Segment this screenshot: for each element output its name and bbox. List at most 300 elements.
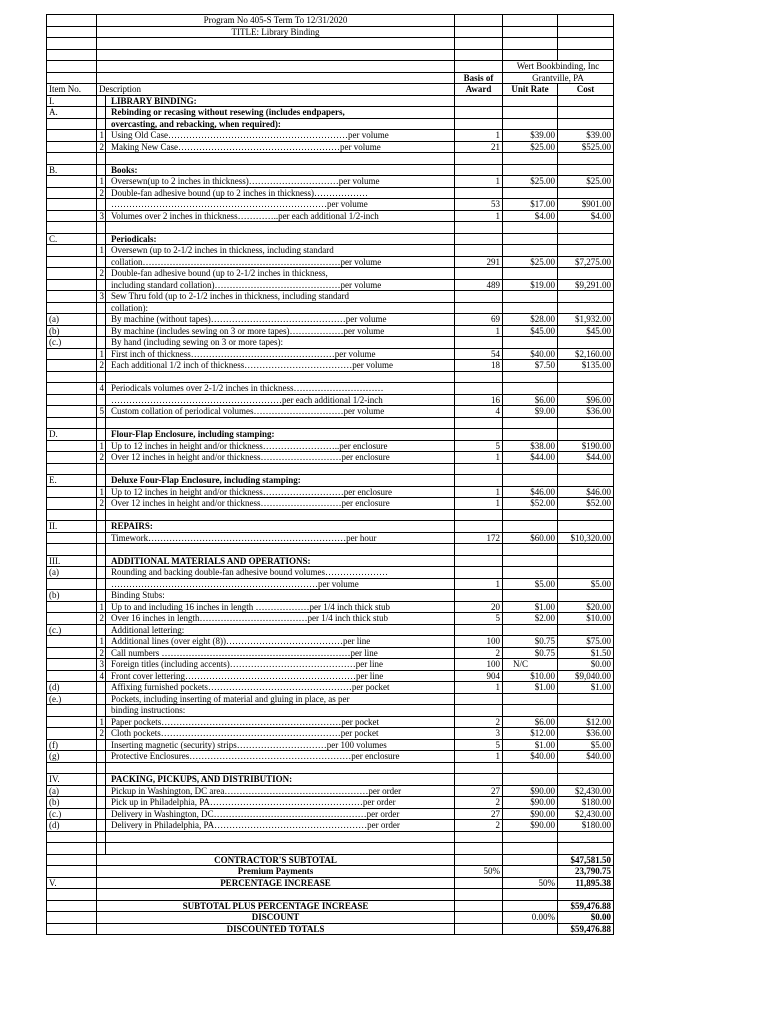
description-wrap xyxy=(97,602,454,613)
table-row xyxy=(47,164,614,176)
sub-item-number xyxy=(97,475,106,486)
unit-rate: $17.00 xyxy=(503,199,558,211)
basis-of-award xyxy=(455,417,503,429)
item-number xyxy=(47,256,97,268)
sub-item-number xyxy=(97,119,106,130)
sub-item-number xyxy=(97,809,106,820)
unit-rate: $46.00 xyxy=(503,486,558,498)
price-sheet xyxy=(46,14,613,935)
item-number xyxy=(47,762,97,774)
row-description xyxy=(97,176,455,188)
basis-of-award xyxy=(455,463,503,475)
description-wrap xyxy=(97,234,454,245)
sub-item-number xyxy=(97,786,106,797)
cost: $36.00 xyxy=(558,728,614,740)
description-wrap xyxy=(97,648,454,659)
cost: $12.00 xyxy=(558,716,614,728)
item-number: III. xyxy=(47,555,97,567)
row-description xyxy=(97,739,455,751)
row-description xyxy=(97,498,455,510)
item-number xyxy=(47,383,97,395)
sub-item-number xyxy=(97,774,106,785)
basis-of-award: 54 xyxy=(455,348,503,360)
item-no-header: Item No. xyxy=(47,84,97,96)
description-text: Additional lines (over eight (8))…………………………………per line xyxy=(111,636,371,646)
table-row xyxy=(47,429,614,441)
row-description xyxy=(97,164,455,176)
basis-of-award: 27 xyxy=(455,785,503,797)
row-description xyxy=(97,843,455,855)
item-number xyxy=(47,279,97,291)
unit-rate xyxy=(503,774,558,786)
basis-of-award xyxy=(455,923,503,935)
cost: $25.00 xyxy=(558,176,614,188)
cost: $190.00 xyxy=(558,440,614,452)
item-number xyxy=(47,647,97,659)
row-description xyxy=(97,578,455,590)
unit-rate xyxy=(503,118,558,130)
sub-item-number xyxy=(97,544,106,555)
description-wrap xyxy=(97,786,454,797)
table-row xyxy=(47,797,614,809)
description-wrap xyxy=(97,579,454,590)
basis-of-award xyxy=(455,302,503,314)
description-text: Call numbers ………………………………………………………per line xyxy=(111,647,378,658)
unit-rate: $9.00 xyxy=(503,406,558,418)
sub-item-number xyxy=(97,337,106,348)
cost: $96.00 xyxy=(558,394,614,406)
description-wrap xyxy=(97,245,454,256)
basis-of-award xyxy=(455,912,503,924)
description-text: Making New Case………………………………………………per volume xyxy=(111,141,381,152)
basis-of-award xyxy=(455,843,503,855)
unit-rate: $44.00 xyxy=(503,452,558,464)
row-description xyxy=(97,751,455,763)
item-number xyxy=(47,866,97,878)
sub-item-number xyxy=(97,280,106,291)
row-description xyxy=(97,613,455,625)
row-description xyxy=(97,590,455,602)
totals-label: DISCOUNT xyxy=(97,912,455,924)
cost xyxy=(558,291,614,303)
sub-item-number xyxy=(97,395,106,406)
description-wrap xyxy=(97,107,454,118)
cost xyxy=(558,187,614,199)
table-row xyxy=(47,210,614,222)
unit-rate: $6.00 xyxy=(503,716,558,728)
item-number xyxy=(47,245,97,257)
description-text: Sew Thru fold (up to 2-1/2 inches in thickness, including standard xyxy=(111,291,350,301)
unit-rate xyxy=(503,268,558,280)
description-wrap xyxy=(97,717,454,728)
row-description xyxy=(97,452,455,464)
totals-row xyxy=(47,877,614,889)
item-number: E. xyxy=(47,475,97,487)
description-text: LIBRARY BINDING: xyxy=(111,95,197,106)
unit-rate: $19.00 xyxy=(503,279,558,291)
row-description xyxy=(97,268,455,280)
cost: $7,275.00 xyxy=(558,256,614,268)
basis-of-award: 2 xyxy=(455,716,503,728)
item-number: A. xyxy=(47,107,97,119)
item-number xyxy=(47,222,97,234)
item-number xyxy=(47,394,97,406)
row-description xyxy=(97,647,455,659)
row-description xyxy=(97,659,455,671)
row-description xyxy=(97,130,455,142)
description-text: Delivery in Philadelphia, PA……………………………………………per order xyxy=(111,820,400,830)
unit-rate xyxy=(503,245,558,257)
table-row xyxy=(47,256,614,268)
table-row xyxy=(47,762,614,774)
unit-rate xyxy=(503,762,558,774)
cost xyxy=(558,889,614,901)
item-number xyxy=(47,532,97,544)
basis-of-award: 4 xyxy=(455,406,503,418)
unit-rate xyxy=(503,843,558,855)
description-wrap xyxy=(97,556,454,567)
basis-of-award: 1 xyxy=(455,578,503,590)
table-row xyxy=(47,555,614,567)
unit-rate: $90.00 xyxy=(503,808,558,820)
cost xyxy=(558,268,614,280)
description-wrap xyxy=(97,441,454,452)
item-number: (d) xyxy=(47,820,97,832)
table-row xyxy=(47,544,614,556)
table-row xyxy=(47,624,614,636)
unit-rate: 0.00% xyxy=(503,912,558,924)
table-row xyxy=(47,509,614,521)
description-text: Books: xyxy=(111,164,138,175)
description-wrap xyxy=(97,349,454,360)
row-description xyxy=(97,394,455,406)
sub-item-number: 1 xyxy=(97,441,106,452)
basis-of-award xyxy=(455,762,503,774)
sub-item-number: 2 xyxy=(97,452,106,463)
totals-row xyxy=(47,900,614,912)
unit-rate xyxy=(503,222,558,234)
sub-item-number xyxy=(97,222,106,233)
description-header: Description xyxy=(97,84,455,96)
row-description xyxy=(97,360,455,372)
description-text: Flour-Flap Enclosure, including stamping: xyxy=(111,429,275,439)
item-number xyxy=(47,199,97,211)
row-description xyxy=(97,475,455,487)
cost xyxy=(558,118,614,130)
basis-of-award xyxy=(455,107,503,119)
basis-of-award: 20 xyxy=(455,601,503,613)
description-wrap xyxy=(97,613,454,624)
sub-item-number: 1 xyxy=(97,487,106,498)
table-row xyxy=(47,843,614,855)
sub-item-number xyxy=(97,694,106,705)
cost: $2,430.00 xyxy=(558,808,614,820)
table-row xyxy=(47,705,614,717)
cost: $1,932.00 xyxy=(558,314,614,326)
unit-rate xyxy=(503,371,558,383)
blank-cell xyxy=(558,26,614,38)
description-text: Front cover lettering…………………………………………………per line xyxy=(111,670,384,681)
sub-item-number xyxy=(97,510,106,521)
table-row xyxy=(47,233,614,245)
row-description xyxy=(97,705,455,717)
basis-of-award xyxy=(455,222,503,234)
sub-item-number: 2 xyxy=(97,360,106,371)
sub-item-number: 2 xyxy=(97,268,106,279)
description-text: Oversewn (up to 2-1/2 inches in thickness, including standard xyxy=(111,245,334,255)
basis-of-award: 53 xyxy=(455,199,503,211)
row-description xyxy=(97,107,455,119)
row-description xyxy=(97,153,455,165)
basis-of-award: 3 xyxy=(455,728,503,740)
unit-rate xyxy=(503,889,558,901)
sub-item-number: 2 xyxy=(97,648,106,659)
blank-cell xyxy=(47,15,97,27)
item-number xyxy=(47,659,97,671)
cost xyxy=(558,843,614,855)
unit-rate xyxy=(503,475,558,487)
description-text: REPAIRS: xyxy=(111,521,153,531)
cost: $901.00 xyxy=(558,199,614,211)
description-text: binding instructions: xyxy=(111,705,186,715)
description-text: Oversewn(up to 2 inches in thickness)…………………………per volume xyxy=(111,176,380,186)
blank-cell xyxy=(503,26,558,38)
item-number xyxy=(47,716,97,728)
description-wrap xyxy=(97,797,454,808)
item-number xyxy=(47,406,97,418)
cost xyxy=(558,705,614,717)
table-row xyxy=(47,739,614,751)
item-number xyxy=(47,636,97,648)
description-wrap xyxy=(97,326,454,337)
basis-of-award: 69 xyxy=(455,314,503,326)
item-number: (b) xyxy=(47,325,97,337)
sub-item-number xyxy=(97,590,106,601)
row-description xyxy=(97,670,455,682)
item-number xyxy=(47,544,97,556)
cost xyxy=(558,417,614,429)
cost xyxy=(558,107,614,119)
table-row xyxy=(47,268,614,280)
item-number xyxy=(47,360,97,372)
description-wrap xyxy=(97,280,454,291)
description-wrap xyxy=(97,694,454,705)
sub-item-number: 2 xyxy=(97,142,106,153)
description-wrap xyxy=(97,452,454,463)
description-wrap xyxy=(97,268,454,279)
table-row xyxy=(47,808,614,820)
cost: $45.00 xyxy=(558,325,614,337)
row-description xyxy=(97,636,455,648)
description-wrap xyxy=(97,372,454,383)
cost xyxy=(558,624,614,636)
basis-of-award xyxy=(455,567,503,579)
cost: $75.00 xyxy=(558,636,614,648)
description-wrap xyxy=(97,119,454,130)
item-number: (f) xyxy=(47,739,97,751)
item-number xyxy=(47,843,97,855)
unit-rate xyxy=(503,233,558,245)
totals-row xyxy=(47,923,614,935)
description-wrap xyxy=(97,671,454,682)
basis-of-award xyxy=(455,693,503,705)
basis-of-award xyxy=(455,337,503,349)
cost: $180.00 xyxy=(558,820,614,832)
description-text: collation…………………………………………………………per volume xyxy=(111,256,382,267)
table-row xyxy=(47,406,614,418)
description-wrap xyxy=(97,705,454,716)
basis-of-award xyxy=(455,475,503,487)
basis-of-award xyxy=(455,521,503,533)
cost: 11,895.38 xyxy=(558,877,614,889)
description-text: Protective Enclosures………………………………………………per enclosure xyxy=(111,751,400,761)
row-description xyxy=(97,682,455,694)
description-text: Pickup in Washington, DC area…………………………………………per order xyxy=(111,785,402,796)
table-row xyxy=(47,279,614,291)
row-description xyxy=(97,624,455,636)
unit-rate: 50% xyxy=(503,877,558,889)
item-number xyxy=(47,509,97,521)
item-number xyxy=(47,912,97,924)
unit-rate: $90.00 xyxy=(503,785,558,797)
description-text: …………………………………………………per each additional 1/2-inch xyxy=(111,394,383,405)
table-row xyxy=(47,601,614,613)
sub-item-number xyxy=(97,326,106,337)
basis-of-award xyxy=(455,544,503,556)
description-text: ………………………………………………………………per volume xyxy=(111,199,368,209)
description-text: Periodicals: xyxy=(111,233,157,244)
table-row xyxy=(47,532,614,544)
unit-rate: $40.00 xyxy=(503,348,558,360)
row-description xyxy=(97,348,455,360)
table-row xyxy=(47,302,614,314)
basis-of-award: 100 xyxy=(455,636,503,648)
description-wrap xyxy=(97,383,454,394)
item-number: (c.) xyxy=(47,337,97,349)
unit-rate: $39.00 xyxy=(503,130,558,142)
row-description xyxy=(97,785,455,797)
row-description xyxy=(97,567,455,579)
row-description xyxy=(97,141,455,153)
unit-rate: $28.00 xyxy=(503,314,558,326)
sub-item-number xyxy=(97,533,106,544)
sub-item-number: 2 xyxy=(97,728,106,739)
description-text: By hand (including sewing on 3 or more tapes): xyxy=(111,337,283,347)
cost xyxy=(558,693,614,705)
row-description xyxy=(97,521,455,533)
table-row xyxy=(47,291,614,303)
unit-rate xyxy=(503,590,558,602)
table-row xyxy=(47,348,614,360)
item-number xyxy=(47,452,97,464)
cost xyxy=(558,544,614,556)
unit-rate xyxy=(503,831,558,843)
unit-rate: $60.00 xyxy=(503,532,558,544)
table-row xyxy=(47,463,614,475)
basis-of-award xyxy=(455,624,503,636)
item-number xyxy=(47,268,97,280)
sub-item-number xyxy=(97,429,106,440)
basis-of-award: 21 xyxy=(455,141,503,153)
table-row xyxy=(47,682,614,694)
basis-of-award: 2 xyxy=(455,647,503,659)
blank-cell xyxy=(455,26,503,38)
item-number: II. xyxy=(47,521,97,533)
description-text: PACKING, PICKUPS, AND DISTRIBUTION: xyxy=(111,774,293,784)
basis-header-line1: Basis of xyxy=(455,72,503,84)
item-number xyxy=(47,498,97,510)
unit-rate xyxy=(503,544,558,556)
description-text: Up to and including 16 inches in length ………………per 1/4 inch thick stub xyxy=(111,601,390,612)
item-number xyxy=(47,578,97,590)
description-text: Delivery in Washington, DC……………………………………………per order xyxy=(111,808,400,819)
basis-of-award xyxy=(455,268,503,280)
unit-rate: $25.00 xyxy=(503,176,558,188)
basis-of-award: 2 xyxy=(455,797,503,809)
description-wrap xyxy=(97,498,454,509)
basis-of-award: 291 xyxy=(455,256,503,268)
table-row xyxy=(47,486,614,498)
description-wrap xyxy=(97,211,454,222)
cost: $5.00 xyxy=(558,739,614,751)
unit-rate: $0.75 xyxy=(503,647,558,659)
totals-row xyxy=(47,866,614,878)
cost xyxy=(558,153,614,165)
basis-of-award: 1 xyxy=(455,176,503,188)
description-text: First inch of thickness…………………………………………per volume xyxy=(111,348,376,359)
cost: $135.00 xyxy=(558,360,614,372)
table-row xyxy=(47,613,614,625)
table-row xyxy=(47,670,614,682)
cost xyxy=(558,774,614,786)
sub-item-number xyxy=(97,751,106,762)
description-wrap xyxy=(97,188,454,199)
description-wrap xyxy=(97,832,454,843)
description-text: Volumes over 2 inches in thickness…………..per each additional 1/2-inch xyxy=(111,210,379,221)
basis-of-award: 1 xyxy=(455,210,503,222)
cost: $5.00 xyxy=(558,578,614,590)
item-number xyxy=(47,728,97,740)
row-description xyxy=(97,440,455,452)
cost: $59,476.88 xyxy=(558,923,614,935)
table-row xyxy=(47,245,614,257)
basis-of-award xyxy=(455,509,503,521)
description-wrap xyxy=(97,337,454,348)
sub-item-number xyxy=(97,165,106,176)
unit-rate xyxy=(503,624,558,636)
description-text: collation): xyxy=(111,302,148,313)
item-number xyxy=(47,900,97,912)
item-number xyxy=(47,486,97,498)
description-text: Each additional 1/2 inch of thickness………………………………per volume xyxy=(111,360,393,370)
unit-rate: $4.00 xyxy=(503,210,558,222)
description-text: overcasting, and rebacking, when required): xyxy=(111,118,281,129)
item-number xyxy=(47,854,97,866)
table-row xyxy=(47,187,614,199)
description-wrap xyxy=(97,464,454,475)
item-number xyxy=(47,889,97,901)
table-row xyxy=(47,475,614,487)
row-description xyxy=(97,463,455,475)
table-row xyxy=(47,590,614,602)
cost xyxy=(558,383,614,395)
table-row xyxy=(47,383,614,395)
unit-rate: N/C xyxy=(503,659,558,671)
unit-rate xyxy=(503,693,558,705)
unit-rate xyxy=(503,291,558,303)
description-wrap xyxy=(97,820,454,831)
cost xyxy=(558,164,614,176)
